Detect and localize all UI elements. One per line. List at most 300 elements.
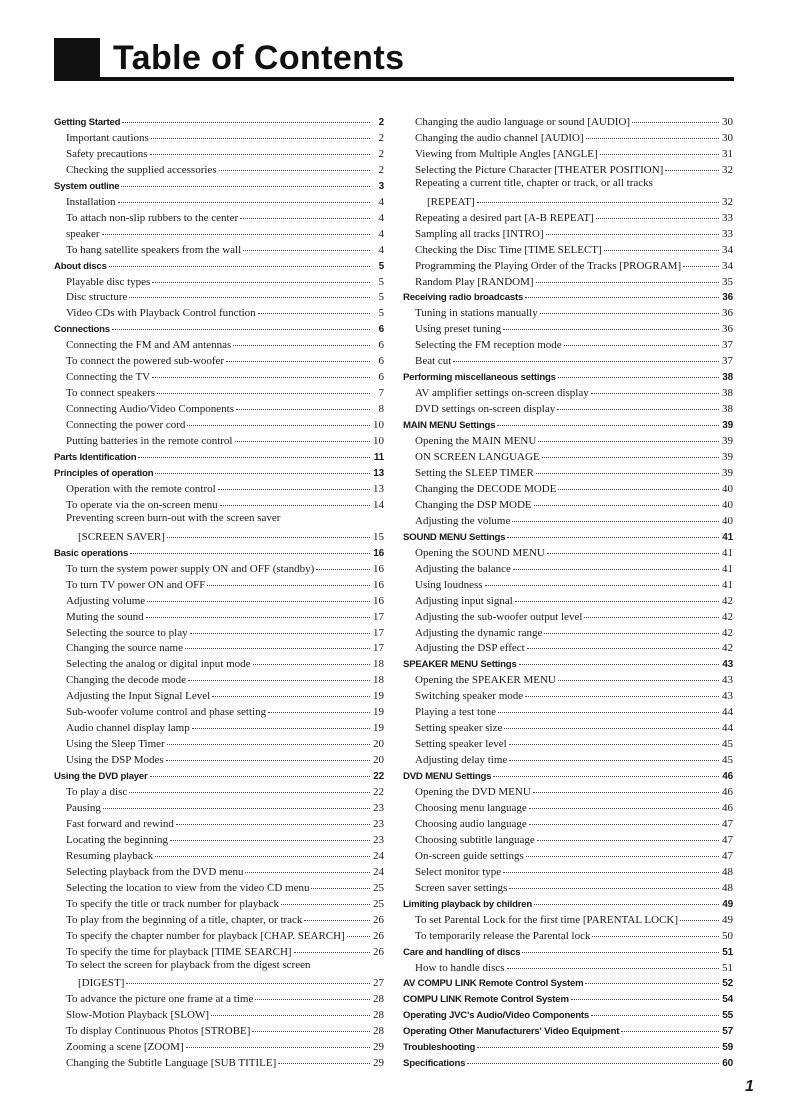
toc-entry-page: 39	[722, 435, 733, 448]
dot-leader	[236, 397, 370, 410]
toc-entry-label: Repeating a current title, chapter or track, or all tracks	[415, 176, 653, 189]
dot-leader	[536, 461, 719, 474]
toc-entry-label: SOUND MENU Settings	[403, 531, 506, 543]
dot-leader	[586, 126, 719, 139]
dot-leader	[477, 1035, 719, 1048]
toc-entry-page: 4	[378, 243, 384, 256]
toc-entry-page: 41	[722, 562, 733, 575]
toc-entry-label: Preventing screen burn-out with the screen saver	[66, 511, 281, 524]
toc-entry-label: To display Continuous Photos [STROBE]	[66, 1025, 251, 1038]
toc-entry-label: To turn the system power supply ON and OFF (standby)	[66, 562, 315, 575]
toc-entry-page: 40	[722, 514, 733, 527]
toc-entry-label: Adjusting the balance	[415, 562, 511, 575]
toc-entry-label: Adjusting the volume	[415, 514, 511, 527]
toc-entry-page: 57	[722, 1026, 733, 1038]
toc-entry-label: Checking the supplied accessories	[66, 163, 217, 176]
dot-leader	[564, 333, 719, 346]
toc-entry-page: 43	[722, 674, 733, 687]
toc-entry-page: 36	[722, 323, 733, 336]
dot-leader	[540, 301, 719, 314]
toc-entry-label: Adjusting input signal	[415, 594, 513, 607]
toc-entry-label: Connecting the TV	[66, 371, 151, 384]
dot-leader	[167, 732, 370, 745]
toc-entry-page: 29	[373, 1057, 384, 1070]
toc-entry-page: 16	[373, 562, 384, 575]
toc-entry-label: speaker	[66, 227, 100, 240]
toc-entry-label: To specify the title or track number for playback	[66, 897, 280, 910]
toc-entry-page: 14	[373, 498, 384, 511]
toc-entry-page: 25	[373, 881, 384, 894]
dot-leader	[680, 908, 719, 921]
toc-entry-page: 18	[373, 674, 384, 687]
toc-entry-page: 55	[722, 1010, 733, 1022]
dot-leader	[534, 892, 719, 905]
toc-entry-label: Adjusting the sub-woofer output level	[415, 610, 583, 623]
toc-entry-page: 36	[722, 292, 733, 304]
dot-leader	[537, 828, 719, 841]
dot-leader	[584, 605, 719, 618]
toc-entry-label: Care and handling of discs	[403, 946, 521, 958]
toc-entry-page: 26	[373, 929, 384, 942]
toc-entry-page: 52	[722, 978, 733, 990]
toc-entry-label: Sub-woofer volume control and phase setting	[66, 706, 267, 719]
toc-entry-page: 43	[722, 659, 733, 671]
toc-entry-page: 6	[378, 339, 384, 352]
dot-leader	[150, 764, 370, 777]
dot-leader	[534, 493, 719, 506]
toc-entry-label: Switching speaker mode	[415, 690, 524, 703]
dot-leader	[347, 924, 370, 937]
toc-entry-label: Using loudness	[415, 578, 483, 591]
dot-leader	[152, 270, 370, 283]
dot-leader	[526, 844, 719, 857]
dot-leader	[294, 940, 370, 953]
toc-entry-label: To specify the chapter number for playback [CHAP. SEARCH]	[66, 929, 345, 942]
dot-leader	[121, 174, 370, 187]
toc-entry-page: 33	[722, 211, 733, 224]
dot-leader	[477, 190, 719, 203]
dot-leader	[112, 317, 370, 330]
toc-entry-label: Putting batteries in the remote control	[66, 435, 233, 448]
toc-entry-page: 51	[722, 961, 733, 974]
toc-entry[interactable]	[54, 942, 384, 958]
toc-entry-page: 28	[373, 1025, 384, 1038]
dot-leader	[529, 812, 719, 825]
toc-entry-page: 16	[373, 547, 384, 559]
dot-leader	[558, 365, 719, 378]
toc-entry-page: 26	[373, 945, 384, 958]
dot-leader	[533, 780, 719, 793]
toc-entry-label: DVD MENU Settings	[403, 771, 492, 783]
toc-entry-label: Adjusting the DSP effect	[415, 642, 525, 655]
toc-entry-label: Changing the source name	[66, 642, 183, 655]
toc-entry-label: Repeating a desired part [A-B REPEAT]	[415, 211, 594, 224]
toc-entry-label: About discs	[54, 260, 107, 272]
toc-entry-label: AV amplifier settings on-screen display	[415, 387, 589, 400]
dot-leader	[190, 621, 370, 634]
toc-entry-page: 30	[722, 116, 733, 128]
toc-entry-page: 3	[378, 180, 384, 192]
toc-entry-label: Connecting the power cord	[66, 419, 186, 432]
dot-leader	[146, 605, 370, 618]
toc-entry-page: 24	[373, 849, 384, 862]
toc-entry-label: MAIN MENU Settings	[403, 420, 496, 432]
dot-leader	[485, 573, 719, 586]
dot-leader	[571, 987, 719, 1000]
dot-leader	[281, 892, 370, 905]
toc-entry-label: Basic operations	[54, 547, 129, 559]
toc-entry[interactable]	[54, 495, 384, 511]
toc-entry[interactable]	[54, 1053, 384, 1069]
toc-entry-page: 32	[722, 195, 733, 208]
dot-leader	[151, 126, 370, 139]
toc-entry-page: 42	[722, 626, 733, 639]
toc-entry-page: 37	[722, 355, 733, 368]
toc-entry-label: Limiting playback by children	[403, 898, 533, 910]
toc-entry-label: Random Play [RANDOM]	[415, 275, 534, 288]
dot-leader	[220, 493, 370, 506]
toc-entry-page: 46	[722, 771, 733, 783]
dot-leader	[235, 429, 371, 442]
toc-entry-page: 46	[722, 801, 733, 814]
toc-entry-label: Changing the Subtitle Language [SUB TITILE]	[66, 1057, 277, 1070]
toc-entry-label: ON SCREEN LANGUAGE	[415, 451, 540, 464]
toc-entry-page: 39	[722, 466, 733, 479]
toc-entry-label: DVD settings on-screen display	[415, 403, 556, 416]
toc-entry-label: Checking the Disc Time [TIME SELECT]	[415, 243, 602, 256]
toc-entry-page: 48	[722, 865, 733, 878]
toc-entry-label: Programming the Playing Order of the Tracks [PROGRAM]	[415, 259, 682, 272]
toc-entry-page: 15	[373, 530, 384, 543]
toc-entry[interactable]	[54, 910, 384, 926]
toc-entry-page: 29	[373, 1041, 384, 1054]
toc-entry-page: 59	[722, 1042, 733, 1054]
page-number: 1	[745, 1078, 754, 1095]
dot-leader	[592, 924, 719, 937]
toc-entry-page: 23	[373, 817, 384, 830]
toc-entry-label: Playing a test tone	[415, 706, 496, 719]
toc-entry-page: 34	[722, 243, 733, 256]
toc-entry-page: 36	[722, 307, 733, 320]
dot-leader	[591, 1003, 719, 1016]
toc-entry-page: 8	[378, 403, 384, 416]
toc-entry-page: 13	[373, 482, 384, 495]
dot-leader	[527, 636, 719, 649]
toc-entry-label: [SCREEN SAVER]	[78, 530, 165, 543]
toc-entry-label: Locating the beginning	[66, 833, 169, 846]
toc-entry-label: Adjusting the dynamic range	[415, 626, 543, 639]
toc-entry-page: 17	[373, 642, 384, 655]
toc-entry-page: 33	[722, 227, 733, 240]
dot-leader	[226, 349, 370, 362]
dot-leader	[529, 796, 719, 809]
dot-leader	[109, 254, 370, 267]
toc-entry-page: 4	[378, 227, 384, 240]
toc-entry-page: 28	[373, 993, 384, 1006]
toc-entry-page: 44	[722, 722, 733, 735]
toc-entry-page: 28	[373, 1009, 384, 1022]
toc-entry-label: [REPEAT]	[427, 195, 475, 208]
dot-leader	[557, 397, 719, 410]
toc-entry-page: 10	[373, 435, 384, 448]
dot-leader	[558, 668, 719, 681]
toc-entry-label: To specify the time for playback [TIME SEARCH]	[66, 945, 292, 958]
toc-entry-label: To operate via the on-screen menu	[66, 498, 218, 511]
toc-entry-page: 5	[378, 307, 384, 320]
toc-entry-page: 10	[373, 419, 384, 432]
dot-leader	[493, 764, 719, 777]
toc-entry-page: 2	[378, 131, 384, 144]
dot-leader	[503, 317, 719, 330]
toc-entry-label: Opening the MAIN MENU	[415, 435, 537, 448]
toc-entry-page: 42	[722, 610, 733, 623]
dot-leader	[147, 589, 370, 602]
dot-leader	[155, 461, 370, 474]
toc-entry-page: 42	[722, 642, 733, 655]
toc-entry-label: Setting speaker level	[415, 738, 507, 751]
dot-leader	[152, 365, 370, 378]
toc-entry-label: SPEAKER MENU Settings	[403, 659, 517, 671]
dot-leader	[632, 110, 719, 123]
toc-entry-page: 41	[722, 578, 733, 591]
toc-right-column	[403, 112, 733, 1069]
toc-entry-label: Adjusting delay time	[415, 754, 508, 767]
toc-entry-page: 5	[378, 275, 384, 288]
toc-entry-label: Receiving radio broadcasts	[403, 292, 524, 304]
toc-entry-label: Setting speaker size	[415, 722, 503, 735]
dot-leader	[192, 716, 370, 729]
toc-entry-label: Selecting the analog or digital input mode	[66, 658, 251, 671]
toc-entry-page: 19	[373, 706, 384, 719]
dot-leader	[503, 860, 719, 873]
dot-leader	[311, 876, 370, 889]
toc-entry-label: Installation	[66, 195, 116, 208]
toc-entry-label: Slow-Motion Playback [SLOW]	[66, 1009, 209, 1022]
dot-leader	[253, 652, 370, 665]
dot-leader	[150, 142, 370, 155]
toc-entry-label: Muting the sound	[66, 610, 144, 623]
toc-entry-label: To turn TV power ON and OFF	[66, 578, 206, 591]
toc-entry-page: 44	[722, 706, 733, 719]
dot-leader	[130, 541, 370, 554]
toc-entry-label: Getting Started	[54, 117, 121, 128]
toc-entry-label: Changing the audio language or sound [AUDIO]	[415, 116, 631, 128]
toc-entry-page: 37	[722, 339, 733, 352]
toc-entry-label: Using preset tuning	[415, 323, 502, 336]
toc-entry-page: 19	[373, 690, 384, 703]
toc-entry-label: AV COMPU LINK Remote Control System	[403, 978, 584, 990]
dot-leader	[255, 987, 370, 1000]
dot-leader	[188, 668, 370, 681]
dot-leader	[102, 222, 370, 235]
toc-entry-page: 23	[373, 801, 384, 814]
toc-entry-page: 5	[378, 291, 384, 304]
toc-entry-label: Operating Other Manufacturers' Video Equipment	[403, 1026, 620, 1038]
toc-entry-label: Using the DVD player	[54, 771, 148, 783]
toc-entry-page: 49	[722, 898, 733, 910]
toc-entry-label: To play a disc	[66, 786, 128, 799]
toc-entry-label: Zooming a scene [ZOOM]	[66, 1041, 184, 1054]
toc-entry-page: 34	[722, 259, 733, 272]
toc-entry-label: On-screen guide settings	[415, 849, 524, 862]
dot-leader	[245, 860, 370, 873]
dot-leader	[515, 589, 719, 602]
toc-entry-page: 6	[378, 355, 384, 368]
toc-section-entry[interactable]	[403, 1053, 733, 1069]
title-rule	[54, 77, 734, 81]
dot-leader	[243, 238, 370, 251]
toc-entry-page: 7	[378, 387, 384, 400]
dot-leader	[512, 509, 719, 522]
dot-leader	[538, 429, 719, 442]
dot-leader	[170, 828, 370, 841]
toc-entry-label: Audio channel display lamp	[66, 722, 190, 735]
toc-entry-page: 16	[373, 594, 384, 607]
toc-entry-label: Adjusting the Input Signal Level	[66, 690, 211, 703]
toc-entry-label: Specifications	[403, 1058, 466, 1070]
dot-leader	[207, 573, 370, 586]
toc-entry-label: Connections	[54, 324, 110, 336]
dot-leader	[316, 557, 370, 570]
toc-entry-label: Select monitor type	[415, 865, 502, 878]
dot-leader	[155, 844, 370, 857]
toc-entry-page: 49	[722, 913, 733, 926]
dot-leader	[519, 652, 719, 665]
toc-entry-page: 45	[722, 738, 733, 751]
toc-entry-page: 45	[722, 754, 733, 767]
toc-entry-page: 38	[722, 387, 733, 400]
toc-entry-label: Changing the audio channel [AUDIO]	[415, 131, 584, 144]
toc-entry-label: Selecting the source to play	[66, 626, 188, 639]
dot-leader	[252, 1019, 370, 1032]
toc-entry-page: 22	[373, 771, 384, 783]
toc-entry-label: To connect speakers	[66, 387, 156, 400]
toc-entry-label: To select the screen for playback from the digest screen	[66, 958, 311, 971]
toc-entry-label: Beat cut	[415, 355, 452, 368]
dot-leader	[546, 222, 719, 235]
toc-entry-page: 6	[378, 371, 384, 384]
toc-entry-page: 23	[373, 833, 384, 846]
dot-leader	[157, 381, 370, 394]
toc-entry-label: Principles of operation	[54, 467, 154, 479]
dot-leader	[585, 971, 719, 984]
dot-leader	[233, 333, 370, 346]
toc-entry-page: 2	[378, 117, 384, 128]
toc-entry-label: To hang satellite speakers from the wall	[66, 243, 242, 256]
toc-entry-page: 40	[722, 482, 733, 495]
dot-leader	[304, 908, 370, 921]
dot-leader	[129, 285, 370, 298]
toc-entry-label: Pausing	[66, 801, 101, 814]
toc-entry-page: 54	[722, 994, 733, 1006]
toc-entry-label: Changing the decode mode	[66, 674, 187, 687]
toc-entry-page: 17	[373, 626, 384, 639]
dot-leader	[278, 1051, 370, 1064]
toc-entry-page: 39	[722, 451, 733, 464]
toc-entry-label: Disc structure	[66, 291, 128, 304]
toc-entry-page: 40	[722, 498, 733, 511]
toc-entry-page: 22	[373, 786, 384, 799]
toc-entry-page: 38	[722, 372, 733, 384]
dot-leader	[544, 621, 719, 634]
toc-entry-label: Tuning in stations manually	[415, 307, 538, 320]
dot-leader	[558, 477, 719, 490]
toc-entry-label: To temporarily release the Parental lock	[415, 929, 591, 942]
toc-entry-page: 47	[722, 833, 733, 846]
toc-entry-page: 5	[378, 260, 384, 272]
toc-entry-page: 46	[722, 786, 733, 799]
toc-entry-label: Using the DSP Modes	[66, 754, 164, 767]
toc-entry-page: 2	[378, 163, 384, 176]
toc-entry-label: Opening the SOUND MENU	[415, 546, 545, 559]
dot-leader	[504, 716, 719, 729]
dot-leader	[507, 956, 719, 969]
dot-leader	[547, 541, 719, 554]
dot-leader	[211, 1003, 370, 1016]
dot-leader	[176, 812, 370, 825]
toc-entry-page: 19	[373, 722, 384, 735]
toc-entry-page: 30	[722, 131, 733, 144]
dot-leader	[536, 270, 719, 283]
toc-entry-page: 2	[378, 147, 384, 160]
toc-entry-label: Important cautions	[66, 131, 149, 144]
toc-entry-label: Choosing subtitle language	[415, 833, 535, 846]
title-block-decoration	[54, 38, 100, 78]
dot-leader	[240, 206, 370, 219]
dot-leader	[509, 732, 719, 745]
dot-leader	[268, 700, 370, 713]
toc-entry-page: 18	[373, 658, 384, 671]
toc-entry-label: Changing the DECODE MODE	[415, 482, 557, 495]
toc-entry-page: 26	[373, 913, 384, 926]
toc-entry-page: 20	[373, 738, 384, 751]
toc-entry-label: Choosing audio language	[415, 817, 527, 830]
toc-entry-page: 25	[373, 897, 384, 910]
dot-leader	[166, 748, 370, 761]
toc-entry-page: 41	[722, 546, 733, 559]
dot-leader	[186, 1035, 370, 1048]
page-title: Table of Contents	[113, 39, 405, 77]
dot-leader	[187, 413, 370, 426]
toc-entry-page: 11	[373, 452, 384, 464]
toc-entry-label: System outline	[54, 180, 120, 192]
dot-leader	[212, 684, 370, 697]
toc-left-column	[54, 112, 384, 1069]
toc-entry-label: To play from the beginning of a title, chapter, or track	[66, 913, 303, 926]
toc-entry-page: 27	[373, 977, 384, 990]
toc-entry-page: 24	[373, 865, 384, 878]
toc-entry-label: Playable disc types	[66, 275, 151, 288]
toc-entry-page: 20	[373, 754, 384, 767]
dot-leader	[522, 940, 719, 953]
toc-entry-label: Video CDs with Playback Control function	[66, 307, 256, 320]
toc-entry-page: 16	[373, 578, 384, 591]
toc-entry-label: Opening the DVD MENU	[415, 786, 531, 799]
toc-entry[interactable]	[403, 160, 733, 176]
toc-entry-label: Connecting the FM and AM antennas	[66, 339, 232, 352]
toc-entry-label: Viewing from Multiple Angles [ANGLE]	[415, 147, 598, 160]
toc-entry-page: 43	[722, 690, 733, 703]
toc-entry-page: 13	[373, 467, 384, 479]
toc-entry-label: Operation with the remote control	[66, 482, 216, 495]
toc-entry-page: 35	[722, 275, 733, 288]
dot-leader	[122, 110, 370, 123]
toc-entry-label: Parts Identification	[54, 452, 137, 464]
dot-leader	[604, 238, 719, 251]
dot-leader	[138, 445, 370, 458]
toc-entry-label: To advance the picture one frame at a time	[66, 993, 254, 1006]
toc-entry-page: 51	[722, 946, 733, 958]
